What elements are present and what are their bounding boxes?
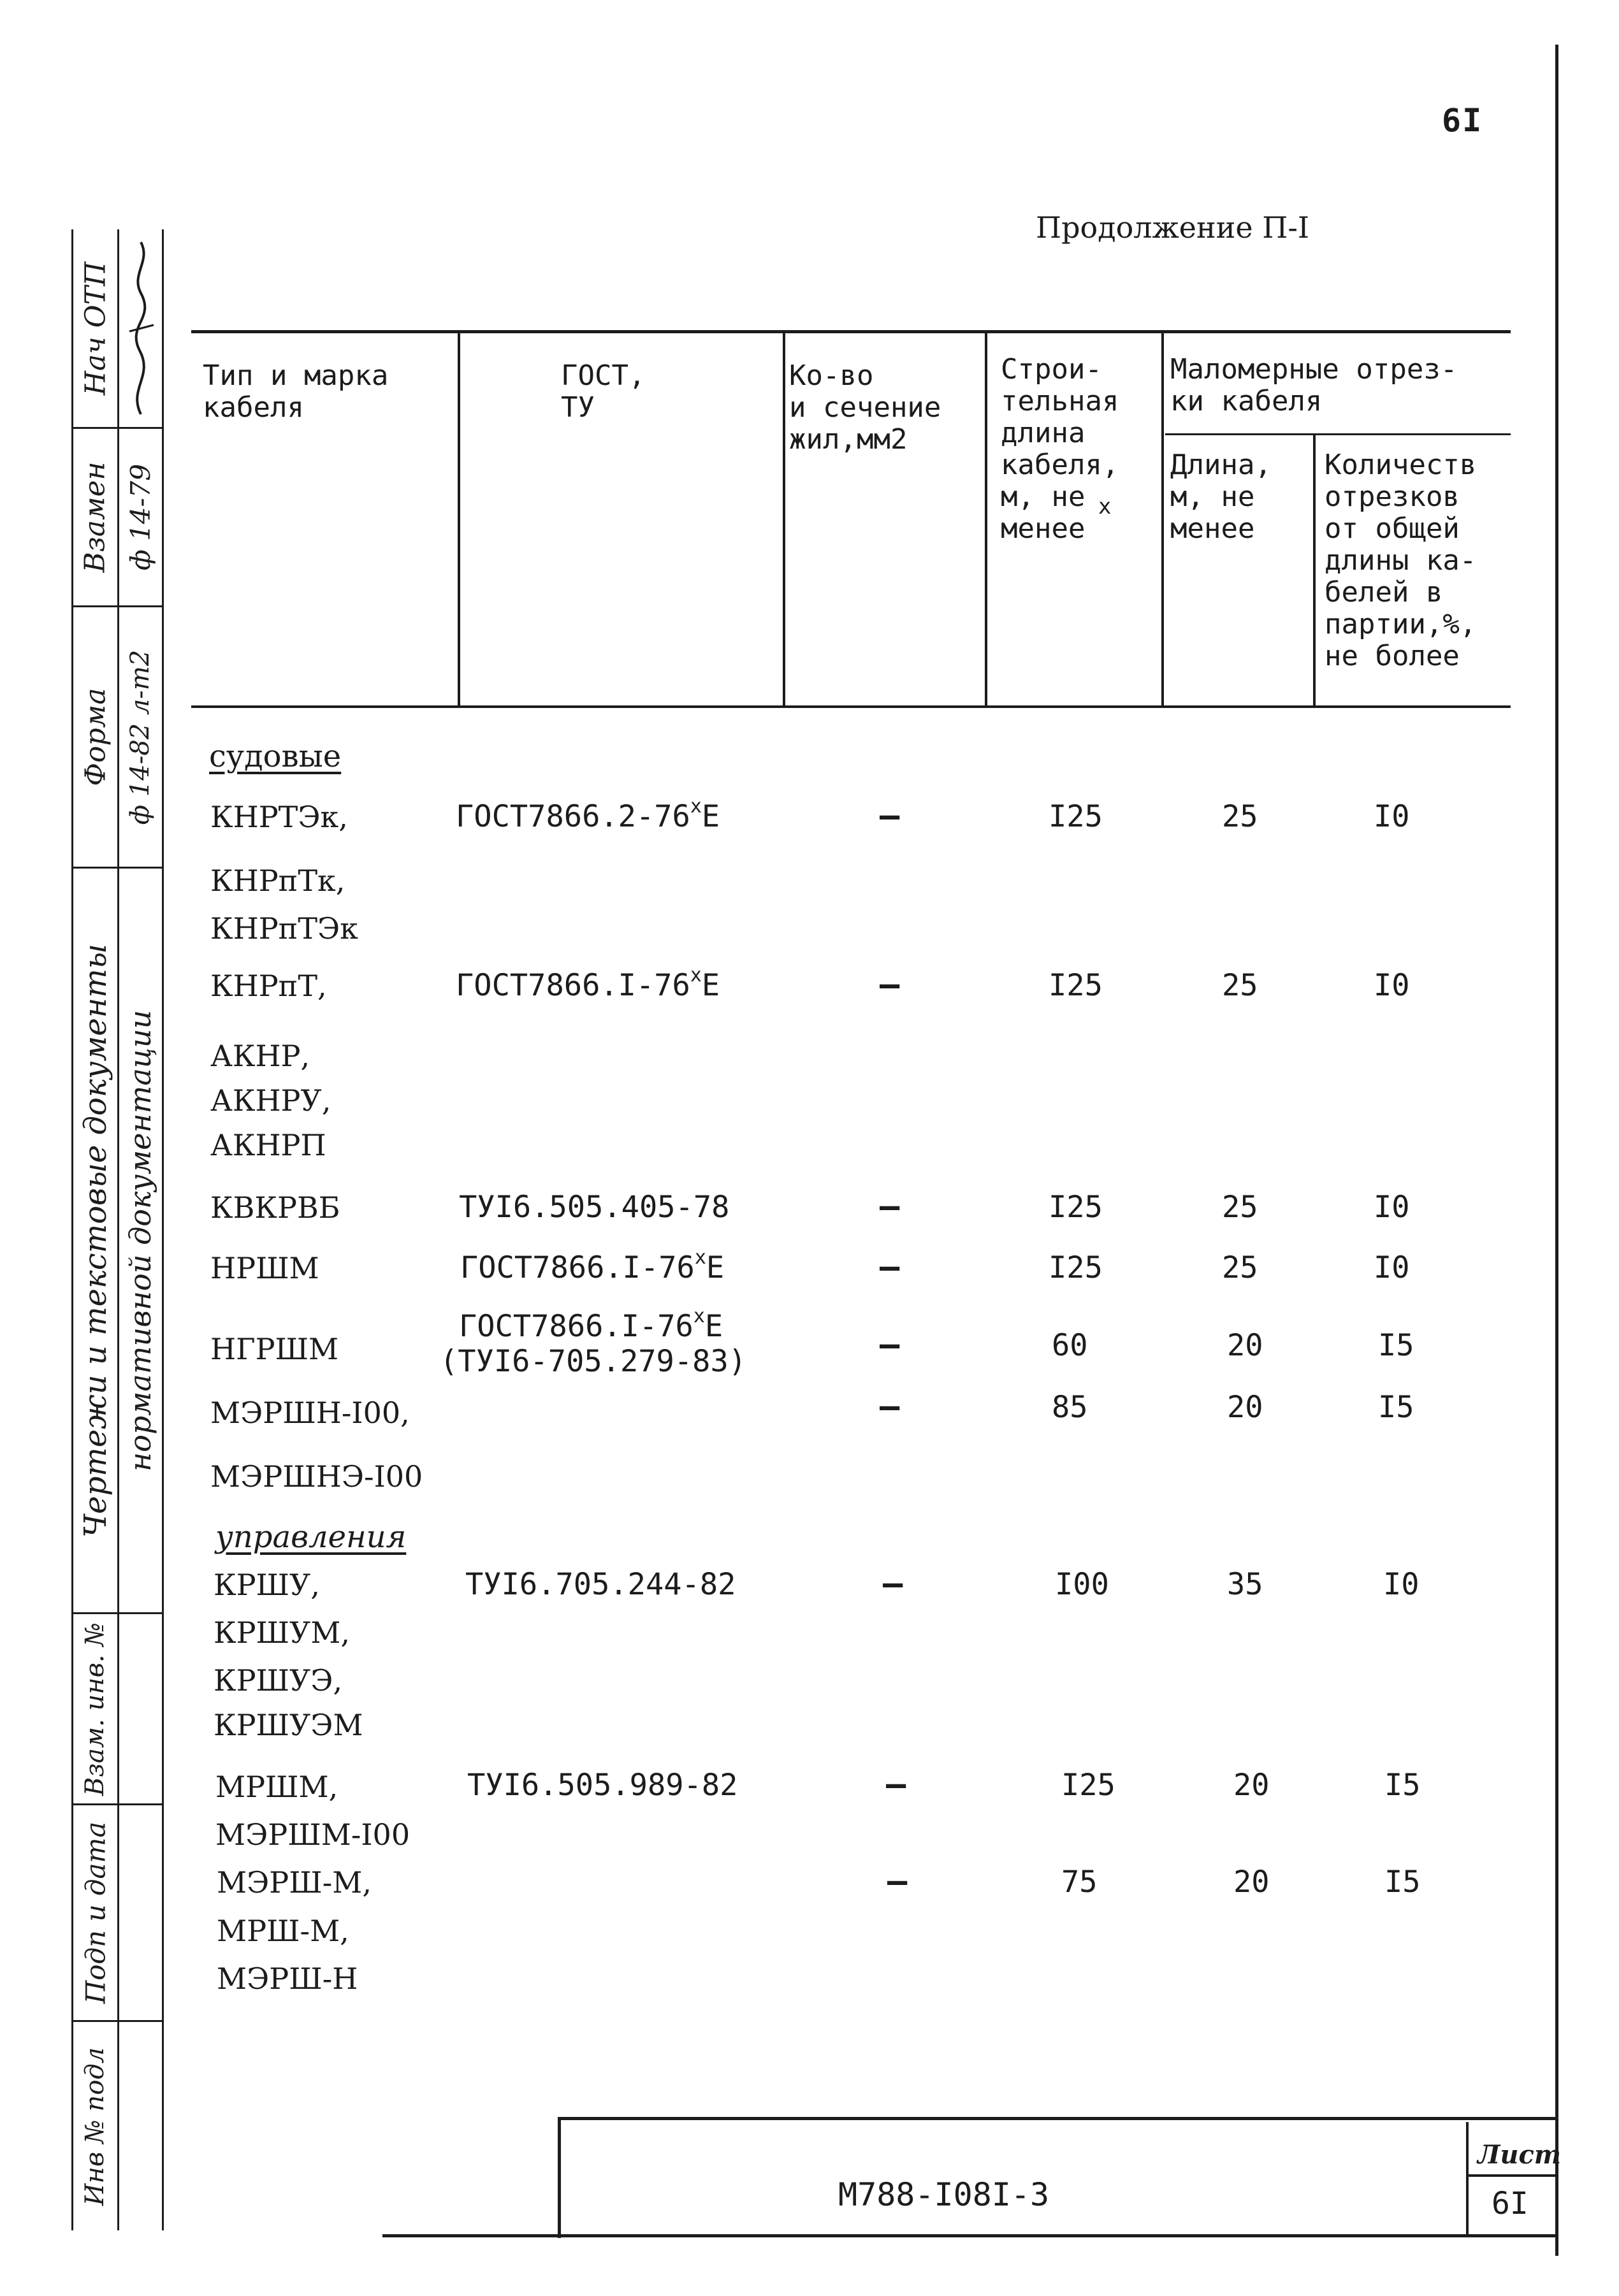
row-1-name-1: АКНР, (210, 1039, 310, 1073)
stamp-form: Форма (79, 688, 112, 786)
row-4-short-qty: I5 (1378, 1328, 1414, 1363)
stamp-drawings-subtitle: нормативной документации (123, 1009, 158, 1471)
row-6-name-2: КРШУЭ, (214, 1663, 343, 1698)
title-block-bottom (382, 2234, 1555, 2237)
stamp-inv-original: Инв № подл (80, 2047, 110, 2206)
col-divider-4 (1161, 331, 1164, 707)
row-5-name-1: МЭРШНЭ-I00 (210, 1459, 423, 1494)
row-0-gost: $ГОСТ7866.2-76^хЕ$ (456, 795, 720, 834)
sheet-number: 6I (1492, 2186, 1528, 2221)
row-2-short-length: 25 (1222, 1190, 1258, 1225)
row-4-short-length: 20 (1227, 1328, 1263, 1363)
row-8-name-1: МРШ-М, (217, 1914, 349, 1948)
row-1-short-qty: I0 (1374, 968, 1410, 1003)
row-8-short-length: 20 (1233, 1865, 1270, 1900)
side-stamp (71, 229, 164, 2230)
row-3-short-length: 25 (1222, 1250, 1258, 1285)
row-0-name-2: КНРпТЭк (210, 911, 358, 946)
header-cores: Ко-во и сечение жил,мм2 (789, 359, 941, 456)
row-2-cores: – (880, 1187, 900, 1225)
stamp-head-otp: Нач ОТП (79, 261, 112, 395)
page-number: 6I (1442, 102, 1483, 139)
row-2-short-qty: I0 (1374, 1190, 1410, 1225)
row-6-name-3: КРШУЭМ (214, 1708, 363, 1742)
row-3-short-qty: I0 (1374, 1250, 1410, 1285)
row-4-cores: – (880, 1325, 900, 1364)
row-7-short-qty: I5 (1384, 1768, 1421, 1803)
title-block-top (558, 2117, 1555, 2120)
row-5-cores: – (880, 1387, 900, 1426)
sheet-box-left (1466, 2122, 1469, 2237)
continuation-title: Продолжение П-I (1036, 210, 1310, 245)
page-right-border (1555, 45, 1558, 2256)
row-6-name-1: КРШУМ, (214, 1615, 351, 1650)
row-8-length: 75 (1061, 1865, 1098, 1900)
row-3-cores: – (880, 1248, 900, 1286)
row-4-gost-2: (ТУI6-705.279-83) (440, 1344, 747, 1379)
row-5-length: 85 (1052, 1390, 1088, 1425)
row-6-gost: ТУI6.705.244-82 (465, 1567, 736, 1602)
row-7-short-length: 20 (1233, 1768, 1270, 1803)
col-divider-5 (1313, 435, 1316, 707)
row-6-short-qty: I0 (1383, 1567, 1419, 1602)
row-1-name-3: АКНРП (210, 1128, 326, 1162)
row-0-name-0: КНРТЭк, (210, 800, 348, 834)
stamp-drawings-title: Чертежи и текстовые документы (77, 943, 113, 1538)
header-short-qty: Количеств отрезков от общей длины ка- белей в партии,%, не более (1325, 449, 1477, 672)
row-1-gost: $ГОСТ7866.I-76^хЕ$ (456, 964, 720, 1003)
row-7-name-1: МЭРШМ-I00 (215, 1817, 410, 1852)
stamp-form-value: ф 14-82 л-т2 (126, 649, 156, 825)
row-6-name-0: КРШУ, (214, 1568, 320, 1602)
row-1-name-2: АКНРУ, (210, 1083, 331, 1118)
row-1-short-length: 25 (1222, 968, 1258, 1003)
row-0-short-qty: I0 (1374, 799, 1410, 834)
section-control: управления (215, 1519, 407, 1555)
row-1-cores: – (880, 965, 900, 1004)
row-4-length: 60 (1052, 1328, 1088, 1363)
header-subdivider (1165, 433, 1511, 435)
col-divider-2 (783, 331, 785, 707)
row-7-gost: ТУI6.505.989-82 (467, 1768, 738, 1803)
row-4-name-0: НГРШМ (210, 1332, 339, 1366)
col-divider-1 (458, 331, 460, 707)
row-0-cores: – (880, 797, 900, 835)
header-gost: ГОСТ, ТУ (561, 359, 646, 424)
row-2-length: I25 (1049, 1190, 1103, 1225)
title-block-left (558, 2117, 561, 2238)
row-8-name-0: МЭРШ-М, (217, 1865, 372, 1900)
row-0-length: I25 (1049, 799, 1103, 834)
row-7-cores: – (886, 1765, 906, 1803)
header-length-mark: х (1098, 494, 1112, 519)
row-8-name-2: МЭРШ-Н (217, 1961, 358, 1996)
row-5-short-length: 20 (1227, 1390, 1263, 1425)
col-divider-3 (985, 331, 987, 707)
stamp-sign-date: Подп и дата (80, 1821, 112, 2004)
row-3-length: I25 (1049, 1250, 1103, 1285)
row-3-gost: $ГОСТ7866.I-76^хЕ$ (460, 1246, 725, 1285)
header-short-length: Длина, м, не менее (1170, 449, 1272, 545)
row-2-gost: ТУI6.505.405-78 (459, 1190, 730, 1225)
header-length: Строи- тельная длина кабеля, м, не менее (1001, 353, 1119, 545)
row-0-name-1: КНРпТк, (210, 863, 345, 898)
row-1-length: I25 (1049, 968, 1103, 1003)
stamp-replaces: Взамен (79, 461, 112, 573)
row-8-cores: – (887, 1862, 908, 1900)
document-code: М788-I08I-3 (838, 2176, 1050, 2213)
row-5-short-qty: I5 (1378, 1390, 1414, 1425)
row-6-cores: – (883, 1564, 903, 1603)
row-4-gost: $ГОСТ7866.I-76^хЕ$ (459, 1305, 723, 1344)
row-8-short-qty: I5 (1384, 1865, 1421, 1900)
header-short: Маломерные отрез- ки кабеля (1170, 353, 1458, 417)
row-3-name-0: НРШМ (210, 1251, 319, 1285)
sheet-box-mid (1466, 2174, 1555, 2177)
row-2-name-0: КВКРВБ (210, 1190, 340, 1225)
row-0-short-length: 25 (1222, 799, 1258, 834)
header-type: Тип и марка кабеля (203, 359, 389, 424)
section-ship: судовые (209, 739, 342, 774)
row-5-name-0: МЭРШН-I00, (210, 1396, 410, 1430)
sheet-label: Лист (1477, 2140, 1562, 2170)
row-1-name-0: КНРпТ, (210, 969, 327, 1003)
stamp-replaces-value: ф 14-79 (125, 463, 156, 571)
stamp-signature-1 (119, 229, 162, 427)
table-top-rule (191, 330, 1511, 333)
row-7-length: I25 (1061, 1768, 1115, 1803)
row-7-name-0: МРШМ, (215, 1770, 338, 1804)
row-6-short-length: 35 (1227, 1567, 1263, 1602)
stamp-inv-replace: Взам. инв. № (80, 1622, 110, 1796)
row-6-length: I00 (1055, 1567, 1109, 1602)
signature-icon (122, 236, 160, 421)
